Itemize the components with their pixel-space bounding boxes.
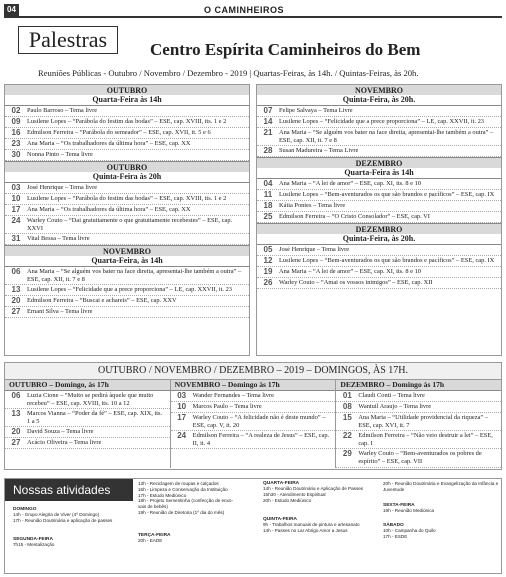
schedule-entry	[5, 307, 249, 318]
entry-day: 10	[11, 194, 21, 203]
schedule-entry	[5, 194, 249, 205]
entry-day: 01	[342, 391, 352, 400]
schedule-entry	[257, 146, 501, 157]
entry-day: 22	[342, 431, 352, 441]
schedule-entry	[5, 285, 249, 296]
entry-day: 20	[11, 296, 21, 306]
entry-day: 31	[11, 234, 21, 244]
schedule-entry	[5, 409, 170, 427]
activity-line: 17h - Reunião Doutrinária e aplicação de passes	[13, 517, 113, 523]
activity-line: 10h - Campanha do Quilo	[383, 528, 436, 533]
activity-day-heading: SÁBADO	[383, 523, 404, 528]
month-heading: OUTUBRO	[5, 161, 249, 172]
left-schedule-column	[4, 84, 250, 356]
entry-text: Ana Maria – “Se alguém vos bater na face direita, apresentai-lhe também a outra” – ESE, cap. XII, it. 7 e 8	[279, 129, 494, 144]
schedule-entry	[257, 190, 501, 201]
entry-text: Nonna Pinto – Tema livre	[27, 151, 93, 158]
entry-text: Ana Maria – “Utilidade providencial da riqueza” – ESE, cap. XVI, it. 7	[358, 414, 489, 429]
entry-text: Ana Maria – “Os trabalhadores da última hora” – ESE, cap. XX	[27, 206, 191, 213]
activity-line: 17h - ESDE	[383, 533, 408, 539]
schedule-entry	[5, 296, 249, 307]
entry-text: Vital Bessa – Tema livre	[27, 235, 90, 243]
right-schedule-column	[256, 84, 502, 356]
day-time-heading: Quinta-Feira, às 20h.	[257, 234, 501, 245]
entry-text: Ana Maria – “A lei de amor” – ESE, cap. XI, its. 8 e 10	[279, 180, 421, 188]
entry-day: 21	[263, 128, 273, 137]
activity-day-heading: SEGUNDA-FEIRA	[13, 537, 53, 542]
activity-line: 13h - Reciclagem de roupas e calçados	[138, 481, 219, 486]
entry-day: 17	[11, 205, 21, 214]
entry-day: 25	[263, 212, 273, 222]
page-subtitle: Reuniões Públicas - Outubro / Novembro / Dezembro - 2019 | Quartas-Feiras, às 14h. / Quintas-Feiras, às 20h.	[38, 68, 419, 78]
entry-text: Ana Maria – “Os trabalhadores da última hora” – ESE, cap. XX	[27, 140, 191, 147]
month-heading: NOVEMBRO	[257, 85, 501, 95]
entry-day: 14	[263, 117, 273, 126]
entry-day: 05	[263, 245, 273, 255]
month-heading: NOVEMBRO	[5, 245, 249, 256]
entry-text: Ernani Silva – Tema livre	[27, 308, 93, 316]
activity-day-heading: SEXTA-FEIRA	[383, 503, 415, 508]
entry-text: Edmilson Ferreira – “Buscai e achareis” – ESE, cap. XXV	[27, 297, 177, 305]
entry-day: 09	[11, 117, 21, 126]
schedule-entry	[5, 234, 249, 245]
schedule-entry	[257, 212, 501, 223]
activity-day-heading: TERÇA-FEIRA	[138, 533, 171, 538]
entry-text: Kátia Pontes – Tema livre	[279, 202, 346, 210]
entry-day: 16	[11, 128, 21, 137]
entry-text: Lusilene Lopes – “Parábola do festim das bodas” – ESE, cap. XVIII, its. 1 e 2	[27, 195, 227, 202]
schedule-entry	[336, 449, 501, 467]
schedule-entry	[5, 216, 249, 234]
entry-text: Edmilson Ferreira – “A realeza de Jesus” – ESE, cap. II, it. 4	[192, 432, 330, 447]
sunday-columns	[5, 380, 501, 468]
entry-text: David Souza – Tema livre	[27, 428, 94, 436]
page-title: Centro Espírita Caminheiros do Bem	[150, 40, 421, 59]
schedule-entry	[336, 413, 501, 431]
entry-text: Warley Couto – “A felicidade não é deste mundo” – ESE, cap. V, it. 20	[192, 414, 326, 429]
entry-text: Susan Madureira – Tema Livre	[279, 147, 359, 155]
activity-block	[138, 533, 254, 544]
activity-block	[383, 503, 499, 514]
entry-day: 18	[263, 201, 273, 211]
schedule-entry	[5, 106, 249, 117]
schedule-entry	[5, 183, 249, 194]
activities-box	[4, 478, 502, 574]
top-bar	[4, 4, 502, 18]
schedule-entry	[257, 201, 501, 212]
entry-text: Lusilene Lopes – “Bem-aventurados os que são brandos e pacíficos” – ESE, cap. IX	[279, 191, 495, 199]
entry-text: Warley Couto – “Bem-aventurados os pobres de espírito” – ESE, cap. VII	[358, 450, 482, 465]
activity-block	[13, 537, 129, 548]
entry-day: 17	[177, 413, 187, 422]
activity-day-heading: QUINTA-FEIRA	[263, 517, 298, 522]
activity-block	[383, 523, 499, 540]
day-time-heading: Quarta-Feira, às 14h	[5, 256, 249, 267]
schedule-entry	[336, 431, 501, 449]
entry-text: Lusilene Lopes – “Felicidade que a prece proporciona” – LE, cap. XXVII, it. 23	[27, 286, 232, 294]
schedule-entry	[5, 150, 249, 161]
section-title-box: Palestras	[18, 26, 118, 54]
schedule-entry	[5, 391, 170, 409]
month-heading: DEZEMBRO	[257, 223, 501, 234]
schedule-entry	[171, 391, 336, 402]
schedule-entry	[5, 427, 170, 438]
entry-day: 03	[177, 391, 187, 400]
sunday-month-column	[336, 380, 501, 468]
entry-text: Acácio Oliveira – Tema livre	[27, 439, 102, 447]
entry-day: 10	[177, 402, 187, 411]
entry-text: Wantuil Araujo – Tema livre	[358, 403, 432, 410]
schedule-entry	[257, 278, 501, 289]
activity-line: 19h - Reunião de Diretoria (1º dia do mês)	[138, 509, 225, 515]
sunday-month-heading: OUTUBRO – Domingo, às 17h	[5, 380, 170, 391]
entry-day: 06	[11, 391, 21, 400]
publication-name: O CAMINHEIROS	[204, 5, 285, 15]
activity-line: 14h - Grupo Alegria de Viver (4º Domingo)	[13, 512, 100, 517]
entry-text: José Henrique – Tema livre	[279, 246, 350, 254]
schedule-entry	[336, 402, 501, 413]
day-time-heading: Quinta-Feira, às 20h.	[257, 95, 501, 106]
entry-text: Lusilene Lopes – “Felicidade que a prece proporciona” – LE, cap. XXVII, it. 23	[279, 118, 484, 125]
sunday-month-heading: NOVEMBRO – Domingo às 17h	[171, 380, 336, 391]
activity-day-heading: QUARTA-FEIRA	[263, 481, 300, 486]
entry-day: 27	[11, 307, 21, 317]
entry-text: Edmilson Ferreira – “Não veio destruir a lei” – ESE, cap. I	[358, 432, 493, 447]
entry-text: Edmilson Ferreira – “Parábola do semeador” – ESE, cap. XVII, it. 5 e 6	[27, 129, 211, 136]
schedule-entry	[336, 391, 501, 402]
entry-day: 04	[263, 179, 273, 189]
entry-text: Warley Couto – “Dai gratuitamente o que gratuitamente recebestes” – ESE, cap. XXVI	[27, 217, 233, 232]
sunday-month-heading: DEZEMBRO – Domingo às 17h	[336, 380, 501, 391]
activity-line: 20h - EADE	[138, 538, 163, 543]
schedule-entry	[257, 117, 501, 128]
month-heading: DEZEMBRO	[257, 157, 501, 168]
activity-block	[263, 517, 379, 534]
entry-text: Paulo Barroso – Tema livre	[27, 107, 98, 114]
entry-text: Lusilene Lopes – “Bem-aventurados os que são brandos e pacíficos” – ESE, cap. IX	[279, 257, 495, 265]
entry-day: 08	[342, 402, 352, 411]
entry-text: Claudi Conti – Tema livre	[358, 392, 425, 399]
entry-text: Wander Fernandes – Tema livre	[192, 392, 274, 399]
schedule-entry	[171, 402, 336, 413]
entry-text: Ana Maria – “A lei de amor” – ESE, cap. XI, its. 8 e 10	[279, 268, 421, 276]
sunday-schedule-title: OUTUBRO / NOVEMBRO / DEZEMBRO – 2019 – DOMINGOS, ÀS 17H.	[5, 363, 501, 380]
activity-line: 14h - Reunião Doutrinária e Aplicação de Passes	[263, 486, 364, 491]
entry-day: 27	[11, 438, 21, 448]
entry-text: Warley Couto – “Amai os vossos inimigos” – ESE, cap. XII	[279, 279, 433, 287]
entry-text: Ana Maria – “Se alguém vos bater na face direita, apresentai-lhe também a outra” – ESE, cap. XII, it. 7 e 8	[27, 268, 242, 283]
schedule-entry	[5, 139, 249, 150]
schedule-entry	[171, 431, 336, 449]
entry-day: 12	[263, 256, 273, 266]
activities-grid	[5, 479, 501, 573]
entry-text: Marcos Paulo – Tema livre	[192, 403, 262, 410]
activity-line: 19h - Reunião Mediúnica	[383, 508, 435, 513]
activity-day-heading: DOMINGO	[13, 507, 37, 512]
activity-line: vais de bebês)	[138, 504, 168, 510]
activity-block	[383, 481, 499, 493]
month-heading: OUTUBRO	[5, 85, 249, 95]
activities-title: Nossas atividades	[5, 479, 133, 501]
entry-day: 24	[11, 216, 21, 225]
schedule-entry	[5, 267, 249, 285]
entry-day: 03	[11, 183, 21, 192]
activity-line: 20h - Estudo Mediúnico	[263, 497, 312, 503]
entry-day: 06	[11, 267, 21, 277]
entry-day: 07	[263, 106, 273, 115]
entry-day: 13	[11, 409, 21, 419]
entry-day: 19	[263, 267, 273, 277]
activity-line: 17h - Estudo Mediúnico	[138, 492, 187, 498]
schedule-entry	[171, 413, 336, 431]
entry-day: 15	[342, 413, 352, 422]
entry-text: Edmilson Ferreira – “O Cristo Consolador” – ESE, cap. VI	[279, 213, 430, 221]
schedule-entry	[257, 256, 501, 267]
page-number: 04	[4, 4, 19, 16]
sunday-month-column	[171, 380, 337, 468]
entry-day: 11	[263, 190, 273, 200]
entry-day: 30	[11, 150, 21, 159]
schedule-entry	[257, 179, 501, 190]
schedule-entry	[257, 267, 501, 278]
activity-line: 18h - Projeto Sementinha (confecção de enxo-	[138, 498, 233, 504]
schedule-entry	[5, 205, 249, 216]
activity-line: 15h30 - Atendimento Espiritual	[263, 491, 326, 497]
entry-day: 28	[263, 146, 273, 156]
entry-day: 26	[263, 278, 273, 288]
activity-block	[13, 507, 129, 524]
entry-text: Lusilene Lopes – “Parábola do festim das bodas” – ESE, cap. XVIII, its. 1 e 2	[27, 118, 227, 125]
entry-day: 23	[11, 139, 21, 148]
schedule-entry	[257, 128, 501, 146]
entry-day: 20	[11, 427, 21, 437]
entry-text: José Henrique – Tema livre	[27, 184, 98, 191]
activity-line: 14h - Passes no Lar Abrigo Amor a Jesus	[263, 527, 348, 533]
schedule-entry	[5, 117, 249, 128]
entry-day: 13	[11, 285, 21, 295]
schedule-entry	[257, 106, 501, 117]
entry-day: 29	[342, 449, 352, 459]
activity-line: 20h - Reunião Doutrinária e Evangelização da Infância e Juventude	[383, 481, 499, 492]
day-time-heading: Quarta-Feira às 14h	[5, 95, 249, 106]
activity-line: 7h15 - Mentalização	[13, 542, 55, 547]
entry-day: 02	[11, 106, 21, 115]
entry-day: 24	[177, 431, 187, 441]
entry-text: Marcos Vianna – “Poder da fé” – ESE, cap. XIX, its. 1 a 5	[27, 410, 163, 425]
activity-block	[263, 481, 379, 503]
activity-line: 16h - Limpeza e Conservação da Instituição	[138, 486, 228, 492]
sunday-schedule	[4, 362, 502, 470]
day-time-heading: Quarta-Feira às 14h	[257, 168, 501, 179]
sunday-month-column	[5, 380, 171, 468]
schedule-entry	[5, 128, 249, 139]
activity-block	[138, 481, 254, 516]
entry-text: Luzia Cione – “Muito se pedirá àquele que muito recebeu” – ESE, cap. XVIII, its. 10 a 12	[27, 392, 154, 407]
entry-text: Felipe Salvaya – Tema Livre	[279, 107, 353, 114]
day-time-heading: Quinta-Feira às 20h	[5, 172, 249, 183]
schedule-entry	[5, 438, 170, 449]
schedule-entry	[257, 245, 501, 256]
activity-line: 9h - Trabalhos manuais de pintura e artesanato	[263, 522, 360, 527]
